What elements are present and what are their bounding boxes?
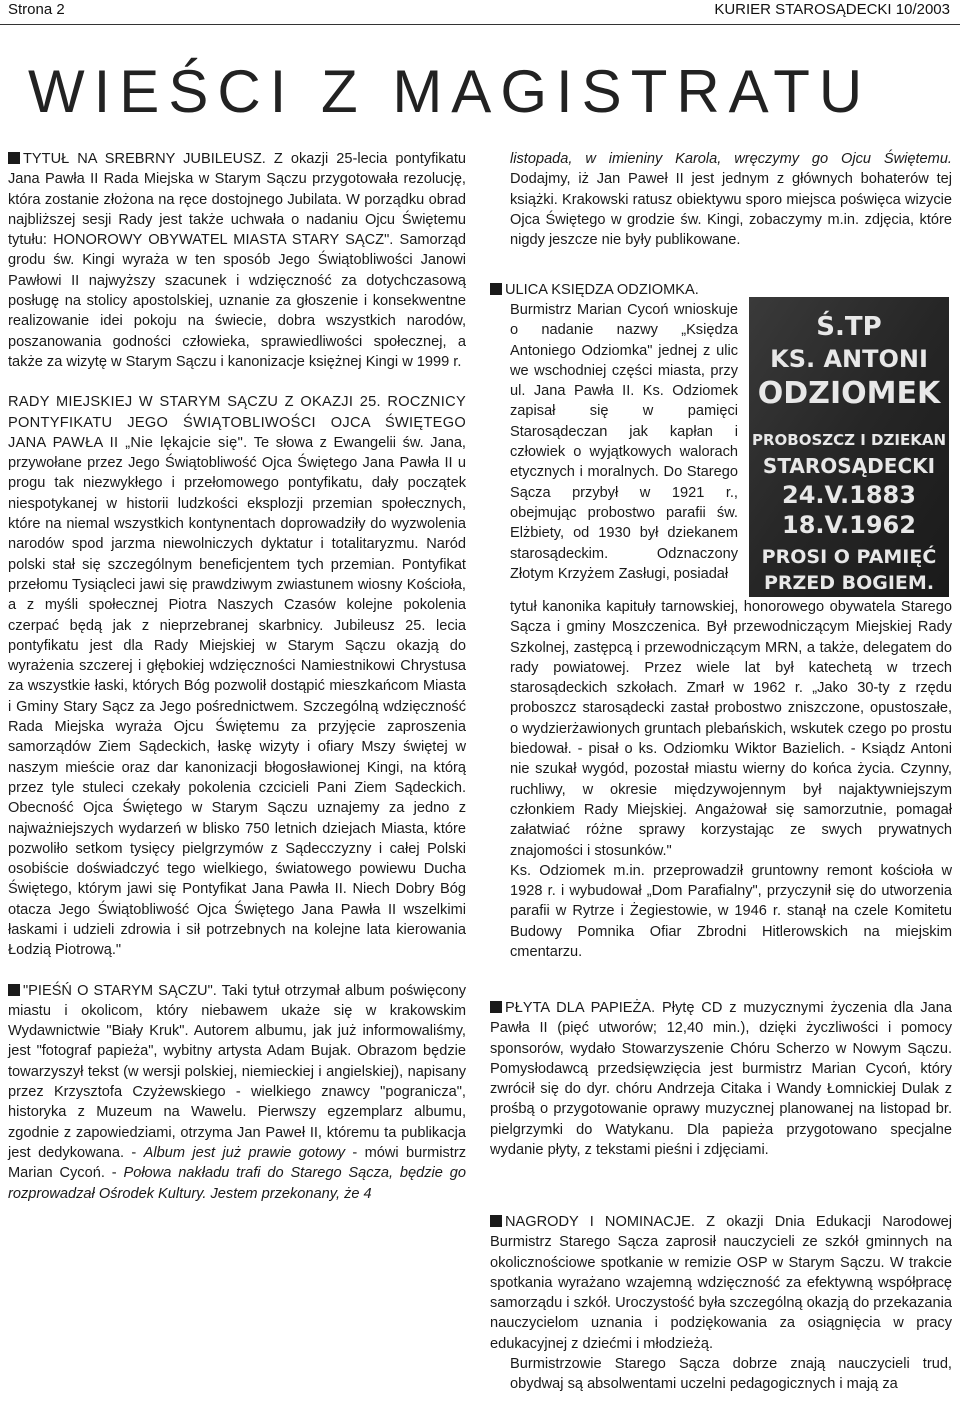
article-title: "PIEŚŃ O STARYM SĄCZU".	[23, 982, 217, 999]
photo-line-8: PROSI O PAMIĘĆ	[761, 546, 937, 568]
photo-line-4: PROBOSZCZ I DZIEKAN	[751, 431, 947, 449]
rezolucja-heading: RADY MIEJSKIEJ W STARYM SĄCZU Z OKAZJI 25. ROCZNICY PONTYFIKATU JEGO ŚWIĄTOBLIWOŚCI OJCA ŚWIĘTEGO JANA PAWŁA II „Nie lękajcie się".	[8, 394, 466, 451]
bullet-square-icon	[490, 1215, 502, 1227]
ulica-wide-text	[510, 597, 952, 962]
article-title: PŁYTA DLA PAPIEŻA.	[505, 1000, 656, 1016]
ulica-narrow-text	[510, 300, 738, 584]
bullet-square-icon	[490, 283, 502, 295]
bullet-square-icon	[8, 152, 20, 164]
paper-issue: KURIER STAROSĄDECKI 10/2003	[714, 1, 950, 18]
section-masthead: WIEŚCI Z MAGISTRATU	[28, 58, 872, 125]
article-body: Taki tytuł otrzymał album poświęcony miastu i okolicom, który niebawem ukaże się w krakowskim Wydawnictwie "Biały Kruk". Autorem albumu, jak już informowaliśmy, jest "fotograf papieża", wybitny artysta Adam Bujak. Obrazom będzie towarzyszył tekst (w wersji polskiej, niemieckiej i angielskiej), napisany przez Krzysztofa Czyżewskiego - wielkiego znawcy "pogranicza", historyka z Muzeum na Wawelu. Pierwszy egzemplarz albumu, zgodnie z zapowiedziami, otrzyma Jan Paweł II, któremu ta publikacja jest dedykowana. -	[8, 982, 466, 1161]
article-nagrody	[490, 1212, 952, 1395]
gravestone-image	[749, 297, 949, 597]
left-column	[8, 149, 466, 1204]
article-body: Burmistrzowie Starego Sącza dobrze znają nauczycieli trud, obydwaj są absolwentami uczelni pedagogicznych i mają za	[510, 1356, 952, 1393]
article-title: ULICA KSIĘDZA ODZIOMKA.	[505, 282, 699, 298]
photo-line-2: KS. ANTONI	[770, 345, 928, 373]
article-body: tytuł kanonika kapituły tarnowskiej, honorowego obywatela Starego Sącza i gminy Moszczenica. Był przewodniczącym Miejskiej Rady Szkolnej, zastępcą i przewodniczącym MRN, a także, delegatem do rady powiatowej. Przez wiele lat był katechetą w trzech starosądeckich szkołach. Zmarł w 1962 r. „Jako 30-ty z rzędu proboszcz starosądecki zastał probostwo zniszczone, opustoszałe, o wydzierżawionych gruntach plebańskich, wskutek czego po prostu biedował. - pisał o ks. Odziomku Wiktor Bazielich. - Ksiądz Antoni nie szukał wygód, pozostał miastu wierny do końca życia. Czynny, ruchliwy, w okresie międzywojennym był najaktywniejszym członkiem Rady Miejskiej. Angażował się samorzutnie, pomagał załatwiać różne sprawy korzystając ze swych prywatnych znajomości i stosunków."	[510, 599, 952, 859]
article-piesn-cont	[510, 149, 952, 250]
gravestone-photo	[749, 297, 949, 597]
photo-line-1: Ś.TP	[816, 312, 882, 342]
photo-line-3: ODZIOMEK	[757, 376, 941, 411]
article-body: Płytę CD z muzycznymi życzenia dla Jana Pawła II (pięć utworów; 12,40 min.), dzięki życzliwości i pomocy sponsorów, wydało Stowarzyszenie Chóru Scherzo w Nowym Sączu. Pomysłodawcą przedsięwzięcia jest burmistrz Marian Cycoń, który zwrócił się do dyr. chóru Andrzeja Citaka i Wandy Łomnickiej Dulak z prośbą o przygotowanie oprawy muzycznej planowanej na listopad br. pielgrzymki do Watykanu. Dla papieża przygotowano specjalne wydanie płyty, z tekstami pieśni i zdjęciami.	[490, 1000, 952, 1159]
article-body: Te słowa z Ewangelii św. Jana, przywołane przez Jego Świątobliwość Ojca Świętego Jana Pawła II u progu tak niezwykłego i przełomowego pontyfikatu, dały początek niespotykanej w historii ludzkości eksplozji przemian społecznych, które na niemal wszystkich kontynentach doprowadziły do wyzwolenia narodów spod jarzma niewolniczych dyktatur i totalitaryzmu. Naród polski stał się szczególnym beneficjentem tych przemian. Pontyfikat przełomu Tysiącleci jawi się prawdziwym zwiastunem wiosny Kościoła, a z myśli społecznej Piotra Naszych Czasów kolejne pokolenia czerpać będą jak z nieprzebranej skarbnicy. Jubileusz 25. lecia pontyfikatu jest dla Rady Miejskiej w Starym Sączu okazją do wyrażenia szczerej i głębokiej wdzięczności Namiestnikowi Chrystusa za wszystkie łaski, których Bóg pozwolił dostąpić mieszkańcom Miasta i Gminy Stary Sącz za Jego pośrednictwem. Szczególną wdzięczność Rada Miejska wyraża Ojcu Świętemu za przyjęcie zaproszenia samorządów Ziem Sądeckich, łaskę wizyty i ofiary Mszy świętej w naszym mieście oraz dar kanonizacji błogosławionej Kingi, na którą przez tyle stuleci czekały pokolenia czcicieli Pani Ziem Sądeckich. Obecność Ojca Świętego w Starym Sączu uznajemy za jedno z najważniejszych wydarzeń w blisko 750 letnich dziejach Miasta, które pozwoliło setkom tysięcy pielgrzymów z Sądecczyzny i całej Polski osobiście doświadczyć tego wielkiego, światowego powiewu Ducha Świętego, którym jawi się Pontyfikat Jana Pawła II. Niech Dobry Bóg otacza Jego Świątobliwość Ojca Świętego Jana Pawła II wszelkimi łaskami i udzieli zdrowia i sił potrzebnych na kolejne lata kierowania Łodzią Piotrową."	[8, 434, 466, 959]
photo-line-6: 24.V.1883	[782, 481, 916, 509]
bullet-square-icon	[490, 1001, 502, 1013]
photo-line-9: PRZED BOGIEM.	[763, 572, 935, 594]
quote-italic: listopada, w imieniny Karola, wręczymy go Ojcu Świętemu.	[510, 151, 952, 167]
header-rule	[0, 24, 960, 25]
article-jubileusz	[8, 149, 466, 372]
article-body: - mówi burmistrz Marian Cycoń. -	[8, 1144, 466, 1182]
article-piesn	[8, 981, 466, 1204]
article-plyta	[490, 998, 952, 1160]
article-title: NAGRODY I NOMINACJE.	[505, 1214, 695, 1230]
article-body: Ks. Odziomek m.in. przeprowadził gruntowny remont kościoła w 1928 r. i wybudował „Dom Parafialny", przyczynił się do utworzenia parafii w Rytrze i Żegiestowie, w 1946 r. stanął na czele Komitetu Budowy Pomnika Ofiar Zbrodni Hitlerowskich na miejskim cmentarzu.	[510, 862, 952, 961]
right-column-top	[510, 149, 952, 250]
article-body: Burmistrz Marian Cycoń wnioskuje o nadanie nazwy „Księdza Antoniego Odziomka" jednej z ulic we wschodniej części miasta, przy ul. Jana Pawła II. Ks. Odziomek zapisał się w pamięci Starosądeczan jak kapłan i człowiek o wyjątkowych walorach etycznych i moralnych. Do Starego Sącza przybył w 1921 r., obejmując probostwo parafii św. Elżbiety, od 1930 był dziekanem starosądeckim. Odznaczony Złotym Krzyżem Zasługi, posiadał	[510, 302, 738, 582]
article-title: TYTUŁ NA SREBRNY JUBILEUSZ.	[23, 151, 266, 167]
page-number: Strona 2	[8, 1, 65, 18]
article-body: Z okazji Dnia Edukacji Narodowej Burmistrz Starego Sącza zaprosił nauczycieli ze szkół gminnych na okolicznościowe spotkanie w remizie OSP w Starym Sączu. W trakcie spotkania wyrażano wzajemną wdzięczność za efektywną współpracę samorządu i szkół. Uroczystość była szczególną okazją do przekazania nauczycielom uznania i podziękowania za osiągnięcia w pracy edukacyjnej z dziećmi i młodzieżą.	[490, 1214, 952, 1352]
quote-italic: Połowa nakładu trafi do Starego Sącza, będzie go rozprowadzał Ośrodek Kultury. Jestem przekonany, że 4	[8, 1165, 466, 1202]
page-header	[0, 0, 960, 22]
photo-line-5: STAROSĄDECKI	[762, 454, 936, 478]
article-rezolucja	[8, 392, 466, 960]
article-body: Z okazji 25-lecia pontyfikatu Jana Pawła II Rada Miejska w Starym Sączu przygotowała rezolucję, która zostanie złożona na ręce dostojnego Jubilata. W porządku obrad najbliższej sesji Rady jest także uchwała o nadaniu Ojcu Świętemu tytułu: HONOROWY OBYWATEL MIASTA STARY SĄCZ". Samorząd grodu św. Kingi wyraża w ten sposób Jego Świątobliwości Janowi Pawłowi II najwyższy szacunek i wdzięczność za dotychczasową posługę na stolicy apostolskiej, uznanie za głoszenie i konsekwentne realizowanie idei pokoju na świecie, dobra wszystkich narodów, poszanowania godności człowieka, sprawiedliwości społecznej, a także za wizytę w Starym Sączu i kanonizacje księżnej Kingi w 1999 r.	[8, 151, 466, 370]
article-body: Dodajmy, iż Jan Paweł II jest jednym z głównych bohaterów tej książki. Krakowski ratusz obiektywu sporo miejsca poświęca wizycie Ojca Świętego w grodzie św. Kingi, zobaczymy m.in. zdjęcia, które nigdy jeszcze nie były publikowane.	[510, 171, 952, 249]
bullet-square-icon	[8, 984, 20, 996]
quote-italic: Album jest już prawie gotowy	[143, 1144, 346, 1161]
photo-line-7: 18.V.1962	[782, 511, 916, 539]
